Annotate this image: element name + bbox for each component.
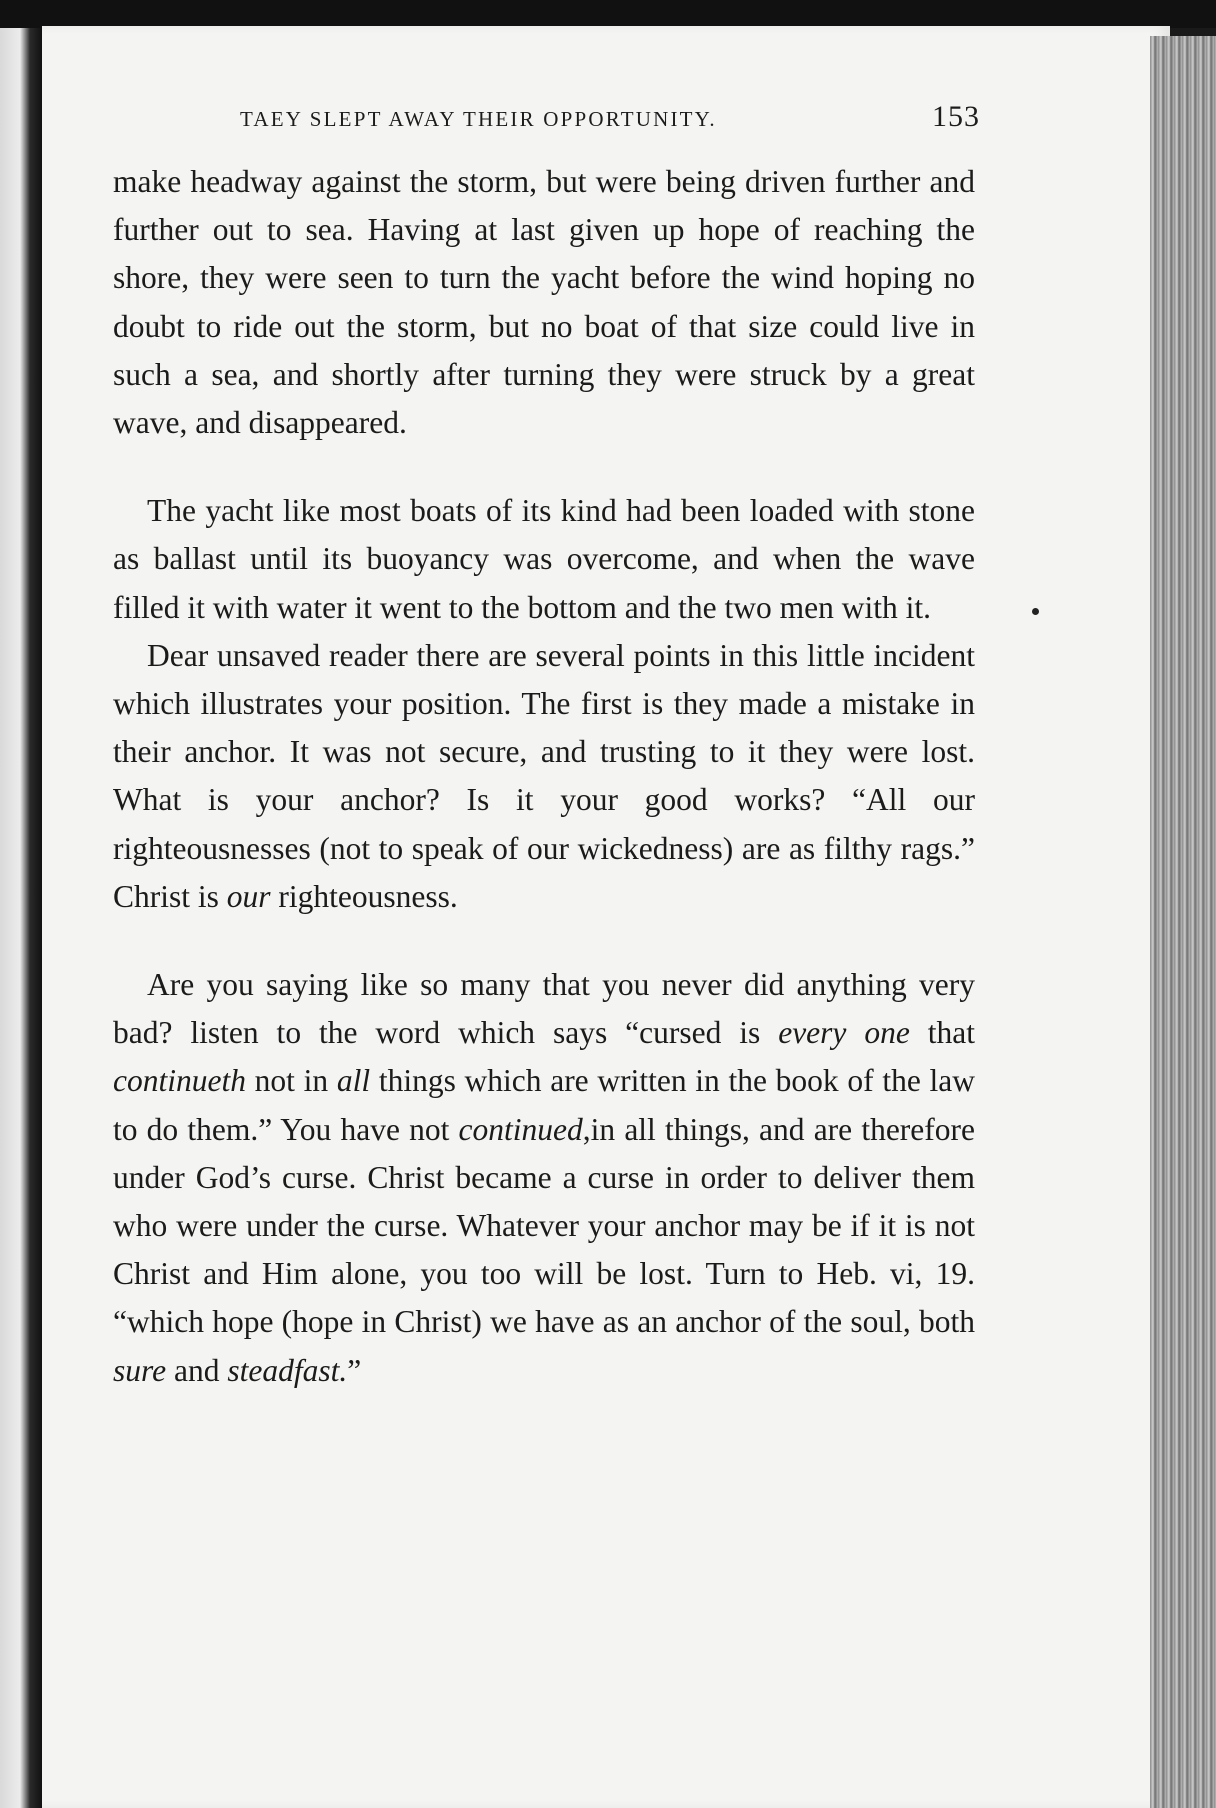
- page-stack-edge: [1150, 36, 1216, 1808]
- paragraph-4-text-b: that: [909, 1015, 975, 1051]
- paragraph-4: [113, 961, 975, 1395]
- paragraph-2: The yacht like most boats of its kind had been loaded with stone as ballast until its buoyancy was overcome, and when the wave filled it with water it went to the bottom and the two men with it.: [113, 493, 975, 625]
- book-edge-top: [0, 0, 1216, 28]
- paragraph-4-text-e: ,in all things, and are therefore under God’s curse. Christ became a curse in order to deliver them who were under the curse. Whatever your anchor may be if it is not Christ and Him alone, you too will be lost. Turn to Heb. vi, 19. “which hope (hope in Christ) we have as an anchor of the soul, both: [113, 1111, 975, 1340]
- paragraph-4-text-c: not in: [245, 1063, 337, 1099]
- ink-speck: [1032, 608, 1039, 615]
- paragraph-3-text-a: Dear unsaved reader there are several points in this little incident which illustrates your position. The first is they made a mistake in their anchor. It was not secure, and trusting to it they were lost. What is your anchor? Is it your good works? “All our righteousnesses (not to speak of our wickedness) are as filthy rags.” Christ is: [113, 637, 975, 914]
- page-number: 153: [932, 100, 980, 133]
- paragraph-3-emphasis-our: our: [226, 878, 271, 914]
- paragraph-4-text-f: and: [166, 1352, 228, 1388]
- paragraph-4-emphasis-steadfast: steadfast.: [227, 1352, 348, 1388]
- paragraph-4-text-d: things which are written in the book of the law to do them.” You have not: [113, 1063, 975, 1147]
- body-text: [113, 158, 975, 1395]
- paragraph-4-text-g: ”: [347, 1352, 362, 1388]
- running-title: TAEY SLEPT AWAY THEIR OPPORTUNITY.: [240, 107, 717, 131]
- paragraph-4-emphasis-every-one: every one: [778, 1015, 910, 1051]
- paragraph-3-text-b: righteousness.: [270, 878, 458, 914]
- paragraph-4-emphasis-continueth: continueth: [113, 1063, 246, 1099]
- facing-page-edge: [0, 28, 42, 1808]
- running-head: [240, 100, 980, 140]
- paragraph-4-emphasis-continued: continued: [458, 1111, 583, 1147]
- paragraph-1: make headway against the storm, but were being driven further and further out to sea. Having at last given up hope of reaching the shore, they were seen to turn the yacht before the wind hoping no doubt to ride out the storm, but no boat of that size could live in such a sea, and shortly after turning they were struck by a great wave, and disappeared.: [113, 164, 975, 441]
- paragraph-3: [113, 632, 975, 921]
- paragraph-4-emphasis-all: all: [336, 1063, 371, 1099]
- paragraph-4-emphasis-sure: sure: [113, 1352, 167, 1388]
- paragraph-4-text-a: Are you saying like so many that you never did anything very bad? listen to the word which says “cursed is: [113, 967, 975, 1051]
